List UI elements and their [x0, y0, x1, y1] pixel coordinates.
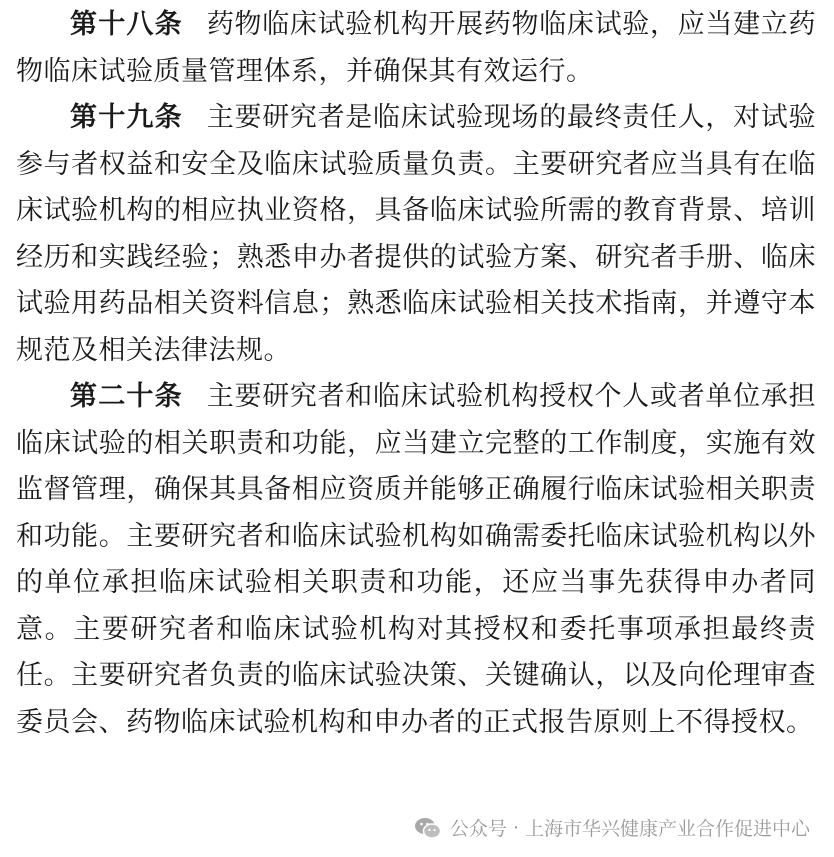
watermark: [410, 812, 814, 843]
article-text: 药物临床试验机构开展药物临床试验，应当建立药物临床试验质量管理体系，并确保其有效运行。: [16, 9, 817, 87]
article-text: 主要研究者是临床试验现场的最终责任人，对试验参与者权益和安全及临床试验质量负责。主要研究者应当具有在临床试验机构的相应执业资格，具备临床试验所需的教育背景、培训经历和实践经验；熟悉申办者提供的试验方案、研究者手册、临床试验用药品相关资料信息；熟悉临床试验相关技术指南，并遵守本规范及相关法律法规。: [16, 102, 817, 366]
watermark-account: 上海市华兴健康产业合作促进中心: [524, 818, 810, 840]
watermark-prefix: 公众号: [449, 818, 507, 840]
watermark-separator: ·: [512, 816, 519, 839]
article-text: 主要研究者和临床试验机构授权个人或者单位承担临床试验的相关职责和功能，应当建立完整的工作制度，实施有效监督管理，确保其具备相应资质并能够正确履行临床试验相关职责和功能。主要研究者和临床试验机构如确需委托临床试验机构以外的单位承担临床试验相关职责和功能，还应当事先获得申办者同意。主要研究者和临床试验机构对其授权和委托事项承担最终责任。主要研究者负责的临床试验决策、关键确认，以及向伦理审查委员会、药物临床试验机构和申办者的正式报告原则上不得授权。: [16, 381, 817, 738]
article-label: 第十八条: [70, 9, 183, 40]
document-page: [16, 2, 816, 746]
article-label: 第二十条: [70, 381, 183, 412]
article-18: [16, 2, 816, 95]
article-19: [16, 95, 816, 374]
wechat-icon: [414, 816, 442, 840]
article-20: [16, 374, 816, 746]
article-label: 第十九条: [70, 102, 183, 133]
